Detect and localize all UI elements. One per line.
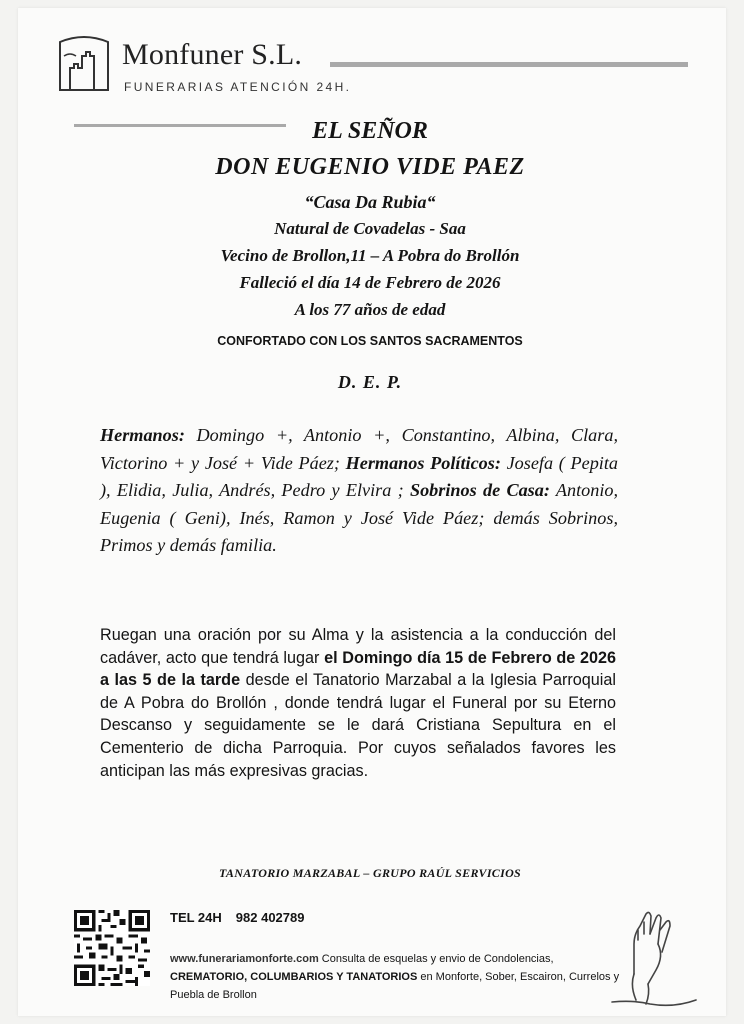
services-list: CREMATORIO, COLUMBARIOS Y TANATORIOS — [170, 971, 418, 983]
ceremony-text-1: Ruegan una oración por su Alma y la asistencia a la conducción del cadáver, acto que tendrá lugar — [100, 626, 616, 667]
residence: Vecino de Brollon,11 – A Pobra do Brollón — [220, 246, 520, 265]
footer-text-2: en Monforte, Sober, Escairon, Currelos y Puebla de Brollon — [170, 971, 620, 1001]
deceased-name: DON EUGENIO VIDE PAEZ — [215, 154, 525, 180]
qr-code-icon[interactable] — [74, 910, 150, 986]
in-laws-text: Josefa ( Pepita ), Elidia, Julia, Andrés, Pedro y Elvira ; — [100, 452, 618, 500]
tanatorio-line: TANATORIO MARZABAL – GRUPO RAÚL SERVICIOS — [218, 866, 522, 880]
praying-hands-icon — [604, 904, 698, 1008]
phone-line — [170, 910, 304, 925]
website-link[interactable]: www.funerariamonforte.com — [170, 953, 319, 965]
brand-name: Monfuner S.L. — [122, 38, 303, 71]
family-paragraph — [100, 422, 618, 560]
dep-line: D. E. P. — [337, 372, 403, 392]
title-honorific: EL SEÑOR — [312, 118, 428, 144]
ceremony-date: el Domingo día 15 de Febrero de 2026 a las 5 de la tarde — [100, 648, 616, 690]
ceremony-text-2: desde el Tanatorio Marzabal a la Iglesia Parroquial de A Pobra do Brollón , donde tendrá lugar el Funeral por su Eterno Descanso y seguidamente se le dará Cristiana Sepultura en el Cementerio de dicha Parroquia. Por cuyos señalados favores les anticipan las más expresivas gracias. — [100, 671, 616, 780]
siblings-text: Domingo +, Antonio +, Constantino, Albina, Clara, Victorino + y José + Vide Páez; — [100, 425, 618, 473]
deceased-nickname: “Casa Da Rubia“ — [304, 192, 436, 212]
sacraments-line: CONFORTADO CON LOS SANTOS SACRAMENTOS — [217, 334, 523, 348]
footer-info — [170, 950, 620, 1004]
nephews-label: Sobrinos de Casa: — [409, 480, 550, 500]
birthplace: Natural de Covadelas - Saa — [274, 219, 466, 238]
ceremony-paragraph — [100, 624, 616, 782]
header-rule — [330, 62, 688, 67]
phone-label: TEL 24H — [170, 910, 222, 925]
death-date: Falleció el día 14 de Febrero de 2026 — [239, 273, 501, 292]
castle-tower-logo-icon — [56, 34, 112, 92]
footer-text-1: Consulta de esquelas y envio de Condolencias, — [318, 953, 554, 965]
nephews-text: Antonio, Eugenia ( Geni), Inés, Ramon y José Vide Páez; demás Sobrinos, Primos y demás familia. — [100, 480, 619, 555]
siblings-label: Hermanos: — [100, 425, 185, 445]
brand-tagline: FUNERARIAS ATENCIÓN 24H. — [124, 80, 352, 94]
phone-number[interactable]: 982 402789 — [235, 910, 305, 925]
age: A los 77 años de edad — [294, 300, 446, 319]
in-laws-label: Hermanos Políticos: — [345, 452, 501, 473]
